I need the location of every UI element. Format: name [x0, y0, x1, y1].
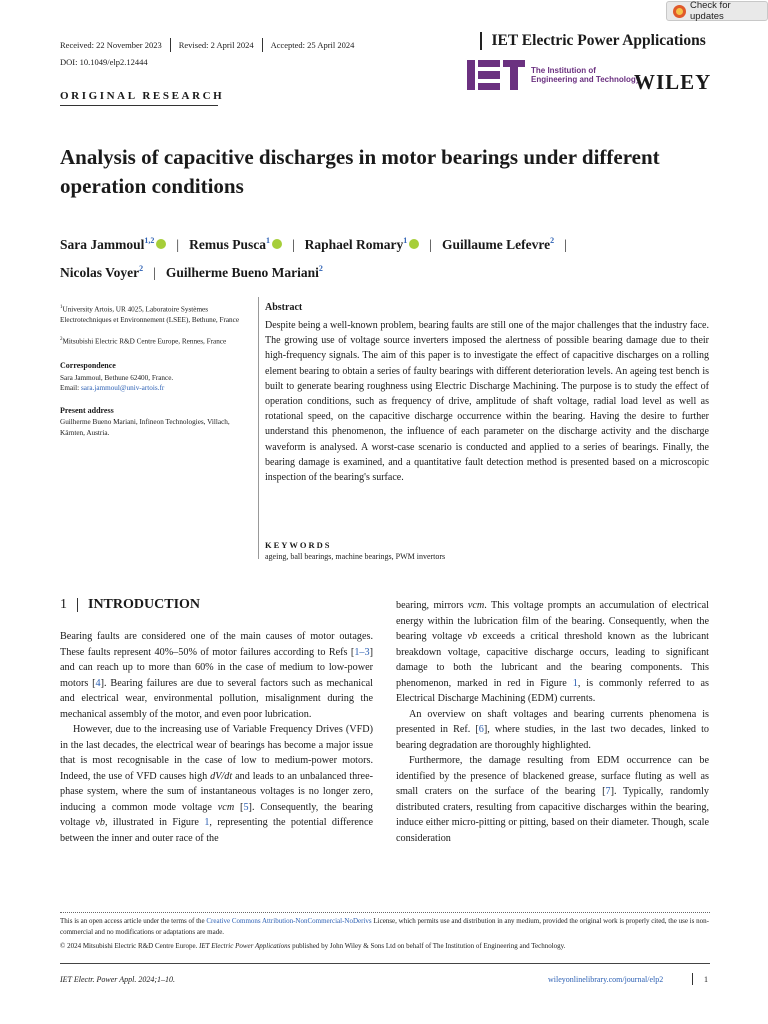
author[interactable]: Sara Jammoul$^{1,2}$ [60, 237, 166, 252]
body-column-right [396, 598, 709, 846]
author-list: Sara Jammoul$^{1,2}$ | Remus Pusca$^1$ | Raphael Romary$^1$ | Guillaume Lefevre$^2$ | Nicolas Voyer$^2$ | Guilherme Bueno Mariani$^2$ [60, 236, 567, 280]
journal-title-text: IET Electric Power Applications [491, 32, 706, 49]
orcid-icon[interactable] [156, 239, 166, 249]
iet-text-line2: Engineering and Technology [531, 75, 641, 84]
author[interactable]: Raphael Romary$^1$ [305, 237, 420, 252]
footer-rule [60, 963, 710, 964]
affiliation-2: $^2$Mitsubishi Electric R&D Centre Europe, Rennes, France [60, 337, 227, 346]
section-number: 1 [60, 597, 67, 612]
paragraph: An overview on shaft voltages and bearing currents phenomena is presented in Ref. [6], where studies, in the last two decades, linked to bearing degradation are thoroughly highlighted. [396, 708, 709, 751]
divider [692, 973, 693, 985]
iet-text-line1: The Institution of [531, 66, 596, 75]
article-dates [60, 38, 354, 52]
figure-link[interactable]: 1 [204, 817, 210, 828]
section-label: ORIGINAL RESEARCH [60, 90, 225, 102]
received-date: Received: 22 November 2023 [60, 40, 162, 50]
footnote-rule [60, 912, 710, 913]
orcid-icon[interactable] [409, 239, 419, 249]
check-for-updates-button[interactable] [666, 1, 768, 21]
abstract-text: Despite being a well-known problem, bearing faults are still one of the major challenges that the industry face. The growing use of voltage source inverters imposed the alertness of possible bearing damage due to their high-frequency signals. The aim of this paper is to investigate the effect of capacitive discharges on a rolling element bearing to obtain a series of faulty bearings with different deterioration levels. An ageing test bench is built to generate bearing roughness using Electric Discharge Machining. The purpose is to study the effect of operation conditions, such as frequency of drive, amplitude of shaft voltage, radial load level as well as rotational speed, on the capacitive discharge occurrence within the bearing. Having the desire to further understand this phenomenon, the influence of each parameter on the discharge activity and the discharge waveform is analysed. A worst-case scenario is conducted and applied to a series of bearings. Finally, the bearing damage is examined, and a quantitative fault detection method is presented based on a microscopic inspection of the bearing's surface. [265, 320, 709, 484]
affiliation-1: $^1$University Artois, UR 4025, Laboratoire Systèmes Electrotechniques et Environnement (LSEE), Bethune, France [60, 305, 240, 324]
license-link[interactable]: Creative Commons Attribution-NonCommercial-NoDerivs [206, 917, 372, 925]
present-address: Guilherme Bueno Mariani, Infineon Technologies, Villach, Kärnten, Austria. [60, 418, 230, 437]
wiley-logo: WILEY [634, 70, 712, 94]
doi[interactable]: DOI: 10.1049/elp2.12444 [60, 57, 148, 67]
section-rule [60, 105, 218, 106]
paragraph: Furthermore, the damage resulting from EDM occurrence can be identified by the presence of blackened grease, surface fluting as well as small craters on the surface of the bearing [7]. Typically, randomly distributed craters, resulting from capacitive discharges within the bearing, induce either micro-pitting or pitting, based on their diameter. Though, scale consideration [396, 755, 709, 844]
correspondence-heading: Correspondence [60, 361, 116, 371]
article-title: Analysis of capacitive discharges in motor bearings under different operation conditions [60, 145, 660, 198]
iet-logo-mark [467, 60, 525, 90]
license-footnote [60, 916, 710, 956]
divider [480, 32, 482, 50]
citation-link[interactable]: 5 [243, 801, 249, 813]
footer-citation: IET Electr. Power Appl. 2024;1–10. [60, 975, 176, 984]
journal-title [480, 32, 706, 50]
section-title: INTRODUCTION [88, 597, 201, 612]
check-for-updates-icon [673, 5, 686, 18]
divider [262, 38, 263, 52]
affiliations: $^1$University Artois, UR 4025, Laboratoire Systèmes Electrotechniques et Environnement (LSEE), Bethune, France $^2$Mitsubishi Electric R&D Centre Europe, Rennes, France Correspondence Sara Jammoul, Bethune 62400, France. Email: sara.jammoul@univ-artois.fr Present address Guilherme Bueno Mariani, Infineon Technologies, Villach, Kärnten, Austria. [60, 303, 250, 438]
section-heading [60, 597, 200, 613]
paragraph: bearing, mirrors vcm. This voltage prompts an accumulation of electrical energy within the lubrication film of the bearing. Consequently, when the bearing voltage vb exceeds a critical threshold known as the lubricant breakdown voltage, capacitive discharge occurs, leading to significant damage to both the lubricant and the bearing components. This phenomenon, marked in red in Figure 1, is commonly referred to as Electrical Discharge Machining (EDM) currents. [396, 600, 709, 704]
figure-link[interactable]: 1 [572, 677, 578, 689]
author[interactable]: Guilherme Bueno Mariani$^2$ [165, 264, 323, 280]
abstract-heading: Abstract [265, 302, 303, 313]
citation-link[interactable]: 7 [605, 786, 611, 797]
journal-url-link[interactable]: wileyonlinelibrary.com/journal/elp2 [548, 975, 664, 984]
copyright-text: © 2024 Mitsubishi Electric R&D Centre Europe. IET Electric Power Applications published by John Wiley & Sons Ltd on behalf of The Institution of Engineering and Technology. [60, 942, 566, 950]
page-number: 1 [704, 975, 708, 984]
citation-link[interactable]: 4 [95, 677, 101, 689]
iet-logo-text [531, 66, 640, 84]
author[interactable]: Nicolas Voyer$^2$ [60, 264, 144, 280]
divider [170, 38, 171, 52]
correspondence-address: Sara Jammoul, Bethune 62400, France. [60, 373, 174, 382]
license-text: This is an open access article under the terms of the Creative Commons Attribution-NonCommercial-NoDerivs License, which permits use and distribution in any medium, provided the original work is properly cited, the use is non-commercial and no modifications or adaptations are made. [60, 917, 709, 936]
revised-date: Revised: 2 April 2024 [178, 40, 254, 50]
keywords-text: ageing, ball bearings, machine bearings, PWM invertors [265, 552, 446, 561]
keywords-heading: KEYWORDS [265, 540, 332, 550]
citation-link[interactable]: 1–3 [354, 646, 370, 658]
author[interactable]: Remus Pusca$^1$ [189, 237, 282, 252]
check-for-updates-label: Check for updates [689, 0, 731, 22]
orcid-icon[interactable] [272, 239, 282, 249]
paragraph: Bearing faults are considered one of the main causes of motor outages. These faults represent 40%–50% of motor failures according to Refs [1–3] and can reach up to more than 60% in the case of medium to low-power motors [4]. Bearing failures are due to several factors such as mechanical and electrical wear, environmental pollution, misalignment during the mechanical assembly of the motor, and even poor lubrication. [60, 631, 373, 720]
citation-link[interactable]: 6 [478, 724, 484, 735]
author[interactable]: Guillaume Lefevre$^2$ [441, 236, 555, 252]
body-column-left [60, 629, 373, 846]
email-link[interactable]: sara.jammoul@univ-artois.fr [80, 384, 165, 393]
divider [77, 598, 78, 612]
paragraph: However, due to the increasing use of Variable Frequency Drives (VFD) in the last decades, the electrical wear of bearings has become a major issue that is most recognisable in the case of low to medium-power motors. Indeed, the use of VFD causes high dV/dt and leads to an unbalanced three-phase system, where the sum of instantaneous voltages is no longer zero, inducing a common mode voltage vcm [5]. Consequently, the bearing voltage vb, illustrated in Figure 1, representing the potential difference between the inner and outer race of the [60, 724, 373, 844]
accepted-date: Accepted: 25 April 2024 [270, 40, 355, 50]
present-address-heading: Present address [60, 405, 114, 415]
iet-logo [467, 60, 640, 90]
